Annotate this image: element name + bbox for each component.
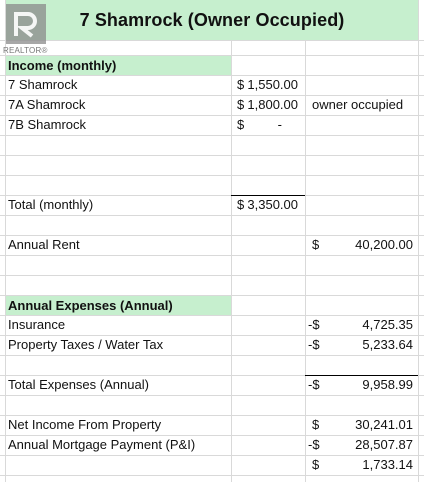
expense-row-label: Insurance bbox=[8, 317, 66, 332]
annual-rent-label: Annual Rent bbox=[8, 237, 80, 252]
income-header: Income (monthly) bbox=[6, 56, 231, 75]
grid-line bbox=[0, 135, 424, 136]
mortgage-label: Annual Mortgage Payment (P&I) bbox=[8, 437, 196, 452]
grid-line bbox=[231, 0, 232, 482]
income-row-label: 7 Shamrock bbox=[8, 77, 78, 92]
grid-line bbox=[0, 175, 424, 176]
expenses-header: Annual Expenses (Annual) bbox=[6, 296, 231, 315]
expense-row-label: Property Taxes / Water Tax bbox=[8, 337, 164, 352]
grid-line bbox=[305, 0, 306, 482]
total-expenses-label: Total Expenses (Annual) bbox=[8, 377, 149, 392]
grid-line bbox=[0, 455, 424, 456]
grid-line bbox=[0, 275, 424, 276]
spreadsheet: 7 Shamrock (Owner Occupied) REALTOR® Income (monthly) 7 Shamrock $ 1,550.00 7A Shamrock $ 1,800.00 owner occupied 7B Shamrock $ - Total (monthly) $ 3,350.00 Annual Rent $ 40,200.00 Annual Expenses (Annual) Insurance -$ 4,725.35 Property Taxes / Water Tax -$ 5,233.64 Total Expenses (Annual) -$ 9,958.99 Net Income From Property $ 30,241.01 Annual Mortgage Payment (P&I) -$ 28,507.87 $ 1,733.14 bbox=[0, 0, 424, 482]
grid-line bbox=[418, 0, 419, 482]
grid-line bbox=[0, 475, 424, 476]
grid-line bbox=[0, 395, 424, 396]
income-row-label: 7A Shamrock bbox=[8, 97, 86, 112]
grid-line bbox=[0, 255, 424, 256]
total-monthly-label: Total (monthly) bbox=[8, 197, 94, 212]
sheet-title: 7 Shamrock (Owner Occupied) bbox=[6, 0, 418, 40]
net-income-label: Net Income From Property bbox=[8, 417, 162, 432]
owner-occupied-note: owner occupied bbox=[312, 97, 404, 112]
grid-line bbox=[0, 155, 424, 156]
grid-line bbox=[0, 40, 424, 41]
income-row-label: 7B Shamrock bbox=[8, 117, 87, 132]
grid-line bbox=[0, 355, 424, 356]
grid-line bbox=[0, 215, 424, 216]
realtor-logo-text: REALTOR® bbox=[3, 46, 48, 55]
